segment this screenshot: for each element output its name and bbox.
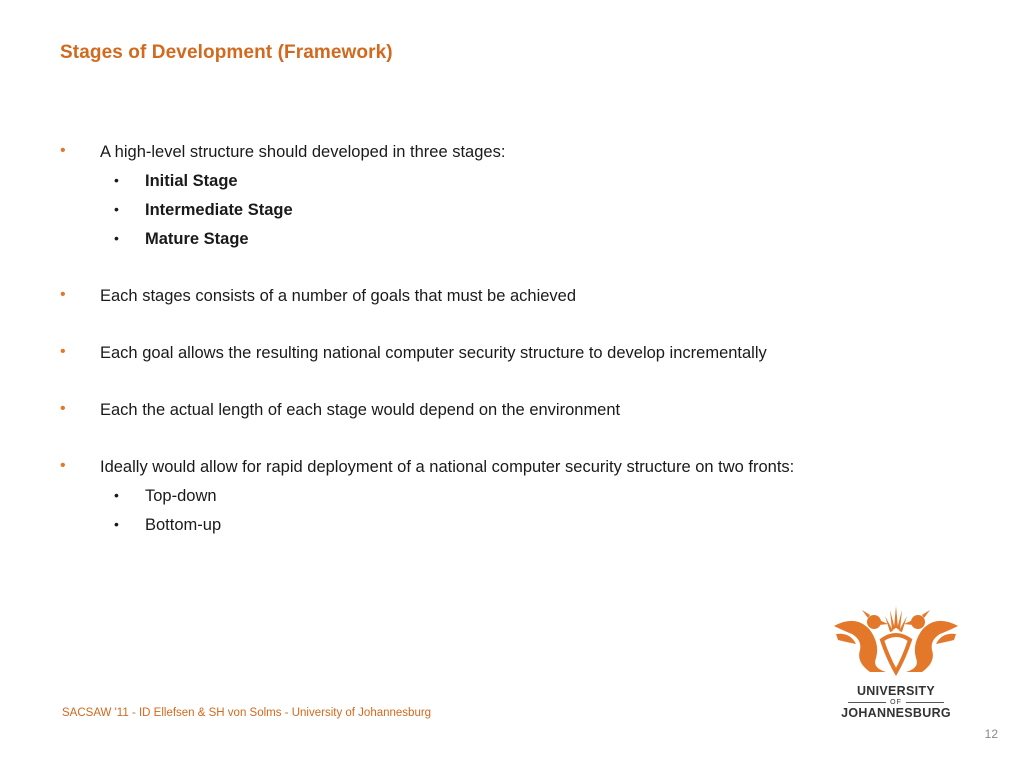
sub-bullet-dot-icon: • <box>114 201 119 217</box>
bullet-item <box>60 342 960 371</box>
sub-bullet-dot-icon: • <box>114 516 119 532</box>
bullet-list <box>60 141 960 571</box>
sub-bullet-text: Bottom-up <box>145 516 222 534</box>
bullet-item <box>60 399 960 428</box>
bullet-item <box>60 141 960 170</box>
sub-bullet-item <box>60 199 960 228</box>
sub-bullet-dot-icon: • <box>114 172 119 188</box>
bullet-text: Each goal allows the resulting national computer security structure to develop incrementally <box>100 344 767 362</box>
sub-bullet-dot-icon: • <box>114 230 119 246</box>
sub-bullet-item <box>60 228 960 257</box>
bullet-text: Each the actual length of each stage would depend on the environment <box>100 401 621 419</box>
bullet-dot-icon: • <box>60 142 66 159</box>
slide-title: Stages of Development (Framework) <box>60 42 393 63</box>
university-crest-icon <box>826 600 966 680</box>
bullet-group <box>60 141 960 257</box>
bullet-group <box>60 285 960 314</box>
bullet-dot-icon: • <box>60 400 66 417</box>
bullet-item <box>60 456 960 485</box>
logo-line-university: UNIVERSITY <box>856 684 935 698</box>
sub-bullet-text: Initial Stage <box>145 172 238 190</box>
bullet-item <box>60 285 960 314</box>
sub-bullet-dot-icon: • <box>114 487 119 503</box>
sub-bullet-text: Top-down <box>145 487 217 505</box>
bullet-text: Each stages consists of a number of goals that must be achieved <box>100 287 577 305</box>
bullet-group <box>60 456 960 543</box>
bullet-dot-icon: • <box>60 286 66 303</box>
bullet-dot-icon: • <box>60 343 66 360</box>
sub-bullet-text: Intermediate Stage <box>145 201 293 219</box>
page-number: 12 <box>984 727 998 741</box>
bullet-group <box>60 342 960 371</box>
bullet-text: Ideally would allow for rapid deployment of a national computer security structure on two fronts: <box>100 458 795 476</box>
bullet-dot-icon: • <box>60 457 66 474</box>
sub-bullet-item <box>60 514 960 543</box>
university-logo <box>826 600 966 725</box>
logo-line-johannesburg: JOHANNESBURG <box>841 706 951 720</box>
logo-line-of: OF <box>826 699 966 706</box>
bullet-text: A high-level structure should developed in three stages: <box>100 143 506 161</box>
sub-bullet-item <box>60 485 960 514</box>
footer-text: SACSAW '11 - ID Ellefsen & SH von Solms - University of Johannesburg <box>62 707 432 719</box>
bullet-group <box>60 399 960 428</box>
sub-bullet-text: Mature Stage <box>145 230 249 248</box>
sub-bullet-item <box>60 170 960 199</box>
